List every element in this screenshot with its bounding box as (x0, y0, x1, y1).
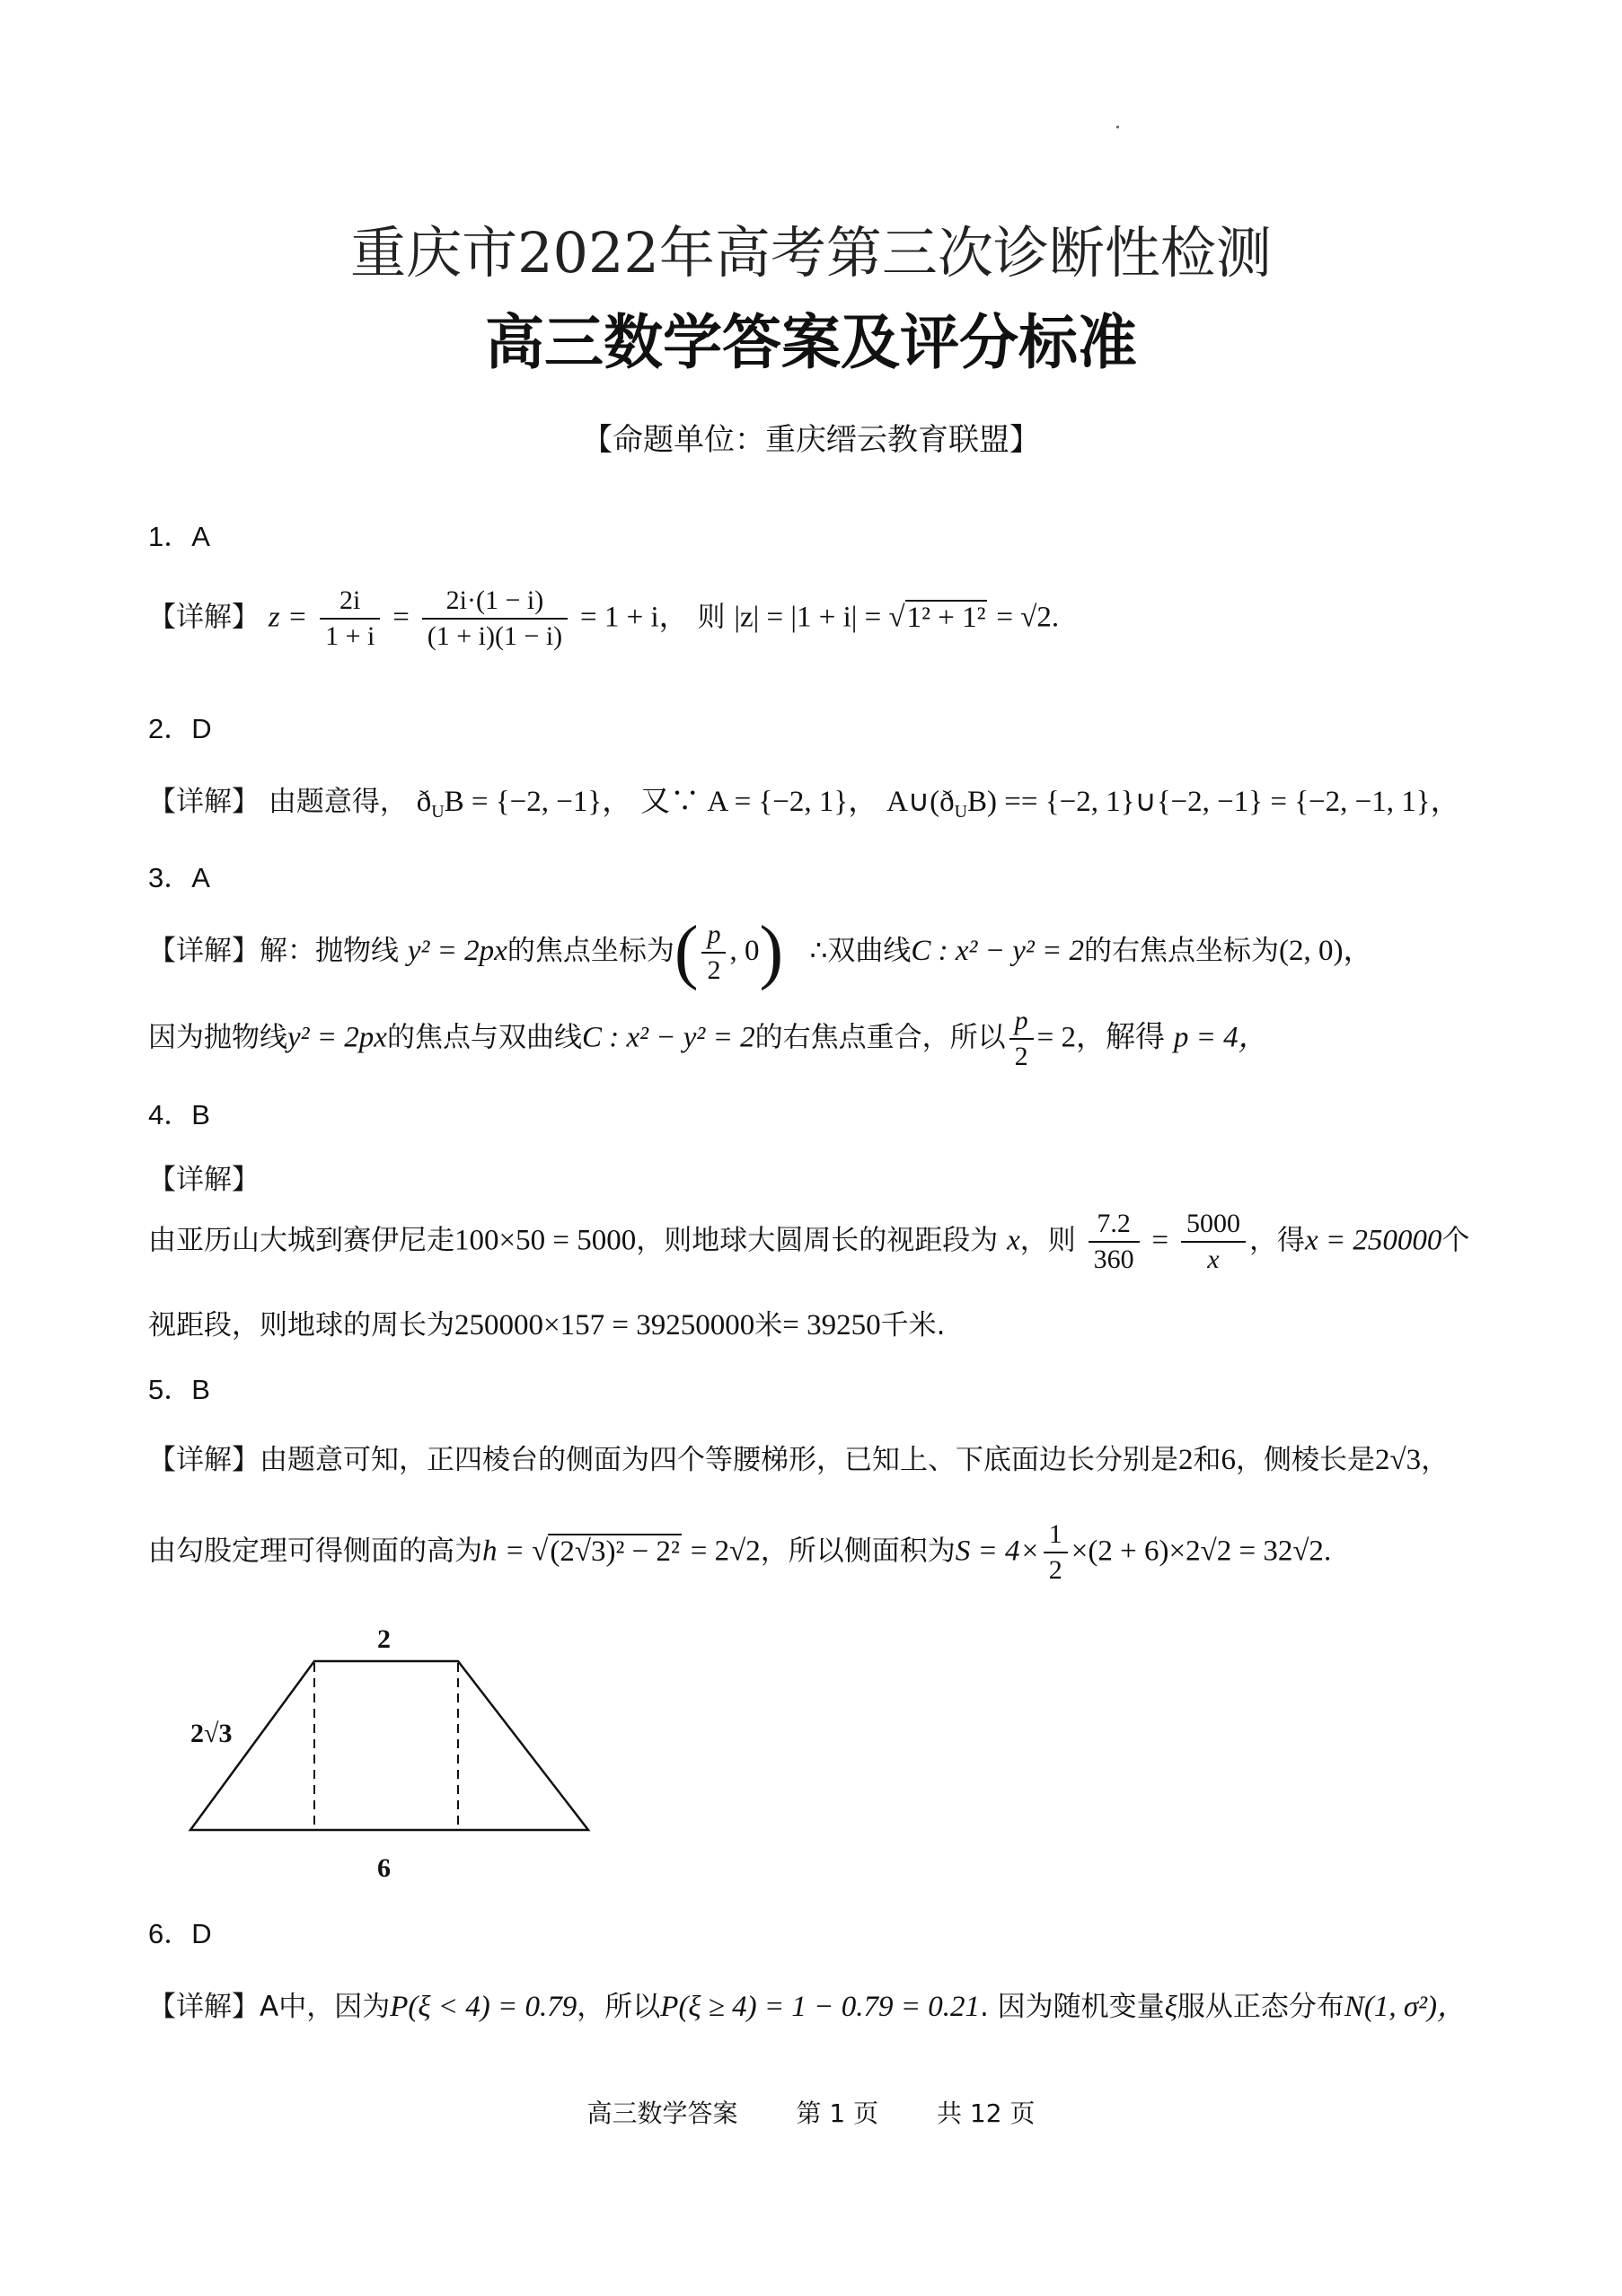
fraction: $\frac{5000}{x}$ (1181, 1207, 1246, 1277)
fraction: $\frac{1}{2}$ (1044, 1517, 1068, 1588)
fraction: $\frac{2i\cdot(1 - i)}{(1 + i)(1 - i)}$ (422, 584, 568, 654)
q4-detail-tag (148, 1157, 260, 1197)
fraction: $\frac{2i}{1 + i}$ (320, 584, 380, 654)
q4-answer: 4．B (148, 1099, 210, 1130)
exam-title: 重庆市2022年高考第三次诊断性检测 (350, 220, 1272, 286)
q3-detail-line2: 因为抛物线y² = 2px的焦点与双曲线C : x² − y² = 2的右焦点重合，所以 $\frac{p}{2}$ = 2，解得 p = 4， (148, 1004, 1268, 1074)
q3-answer: 3．A (148, 862, 210, 893)
q5-detail-line1: 【详解】由题意可知，正四棱台的侧面为四个等腰梯形，已知上、下底面边长分别是2和6，侧棱长是2√3， (148, 1444, 1450, 1476)
detail-tag: 【详解】 (148, 1164, 260, 1196)
q5-detail-line2: 由勾股定理可得侧面的高为h = √(2√3)² − 2² = 2√2，所以侧面积为S = 4× $\frac{1}{2}$ ×(2 + 6)×2√2 = 32√2. (148, 1517, 1331, 1588)
trapezoid-figure (171, 1616, 620, 1904)
q1-detail: 【详解】 z = $\frac{2i}{1 + i}$ = $\frac{2i\cdot(1 - i)}{(1 + i)(1 - i)}$ = 1 + i， 则 |z| = |1 + i| = √1² + 1² = √2. (148, 584, 1059, 654)
document-title: 高三数学答案及评分标准 (485, 308, 1137, 377)
fraction: $\frac{p}{2}$ (701, 918, 726, 988)
q1-answer: 1．A (148, 521, 210, 552)
top-edge-label: 2 (377, 1624, 391, 1654)
bottom-edge-label: 6 (377, 1853, 391, 1883)
q2-detail: 【详解】 由题意得， $ð_UB = \{-2$, −1}， 又∵ A = {−2, 1}， $A\cup(ð_UB) == \{-2$, 1}∪{−2, −1} = {−2, −1, 1}， (148, 786, 1460, 823)
detail-tag: 【详解】 (148, 1444, 260, 1476)
detail-tag: 【详解】 (148, 601, 260, 634)
q6-answer: 6．D (148, 1918, 212, 1949)
trapezoid-outline (190, 1661, 588, 1830)
detail-tag: 【详解】 (148, 786, 260, 818)
fraction: $\frac{p}{2}$ (1009, 1004, 1034, 1074)
q6-detail: 【详解】A中，因为P(ξ < 4) = 0.79，所以P(ξ ≥ 4) = 1 − 0.79 = 0.21. 因为随机变量ξ服从正态分布N(1, σ²)， (148, 1991, 1467, 2023)
q4-detail-line1: 由亚历山大城到赛伊尼走100×50 = 5000，则地球大圆周长的视距段为 x，则 $\frac{7.2}{360}$ = $\frac{5000}{x}$ ，得x = 250000个 (148, 1207, 1469, 1277)
issuer-note: 【命题单位：重庆缙云教育联盟】 (582, 422, 1040, 458)
footer-doc-name: 高三数学答案 (586, 2098, 738, 2128)
footer-page-number: 第 1 页 (796, 2098, 879, 2128)
footer-total-pages: 共 12 页 (937, 2098, 1036, 2128)
q5-answer: 5．B (148, 1374, 210, 1405)
detail-tag: 【详解】 (148, 1991, 260, 2023)
page-footer (0, 2094, 1622, 2130)
fraction: $\frac{7.2}{360}$ (1089, 1207, 1140, 1277)
q4-detail-line2: 视距段，则地球的周长为250000×157 = 39250000米= 39250千米. (148, 1309, 946, 1342)
detail-tag: 【详解】 (148, 935, 260, 967)
scan-speck (1116, 126, 1119, 128)
q2-answer: 2．D (148, 713, 212, 744)
side-edge-label: 2√3 (190, 1719, 233, 1748)
q3-detail-line1: 【详解】解：抛物线 y² = 2px的焦点坐标为( $\frac{p}{2}$ , 0) ∴双曲线C : x² − y² = 2的右焦点坐标为(2, 0)， (148, 912, 1373, 991)
